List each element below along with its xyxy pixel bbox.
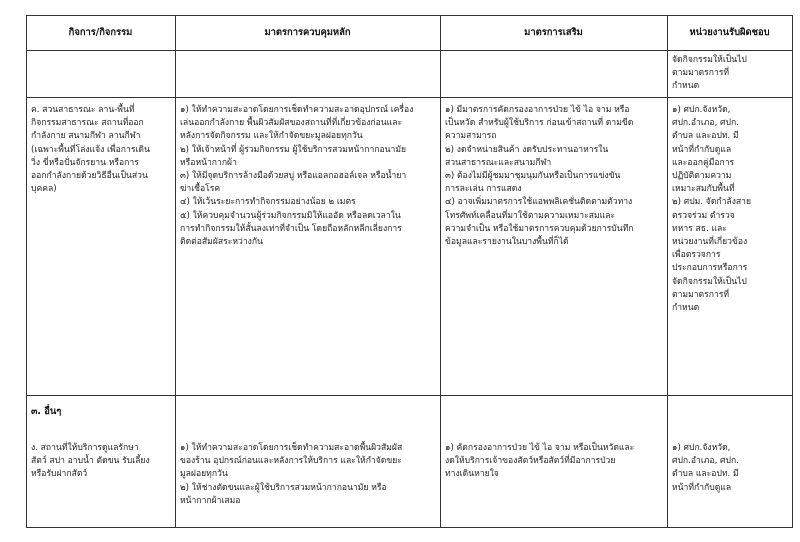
park-additional-measures-cell: ๑) มีมาตรการคัดกรองอาการป่วย ไข้ ไอ จาม หรือ เป็นหวัด สำหรับผู้ใช้บริการ ก่อนเข้าสถานที่ ตามขีด ความสามารถ ๒) งดจำหน่ายสินค้า งดรับประทานอาหารใน สวนสาธารณะและสนามกีฬา ๓) ต้องไม่มีผู้ชมมาชุมนุมกันหรือเป็นการแข่งขัน การละเล่น การแสดง ๔) อาจเพิ่มมาตรการใช้แอพพลิเคชั่นติดตามตัวทาง โทรศัพท์เคลื่อนที่มาใช้ตามความเหมาะสมและ ความจำเป็น หรือใช้มาตรการควบคุมด้วยการบันทึก ข้อมูลและรายงานในบางพื้นที่ก็ได้ bbox=[445, 105, 634, 248]
header-activity: กิจการ/กิจกรรม bbox=[68, 27, 133, 38]
header-main-measures: มาตรการควบคุมหลัก bbox=[264, 27, 351, 38]
pet-main-measures-cell: ๑) ให้ทำความสะอาดโดยการเช็ดทำความสะอาดพื้นผิวสัมผัส ของร้าน อุปกรณ์ก่อนและหลังการให้บริการ และให้กำจัดขยะ มูลฝอยทุกวัน ๒) ให้ช่างตัดขนและผู้ใช้บริการสวมหน้ากากอนามัย หรือ หน้ากากผ้าเสมอ bbox=[180, 443, 403, 506]
pet-additional-measures-cell: ๑) คัดกรองอาการป่วย ไข้ ไอ จาม หรือเป็นหวัดและ งดให้บริการเจ้าของสัตว์หรือสัตว์ที่มีอาการป่วย ทางเดินหายใจ bbox=[445, 443, 635, 480]
table-border-top bbox=[26, 15, 792, 16]
table-border-bottom bbox=[26, 527, 792, 528]
header-responsible-agency: หน่วยงานรับผิดชอบ bbox=[689, 27, 770, 38]
col-divider-1 bbox=[175, 15, 176, 528]
continued-agency-cell: จัดกิจกรรมให้เป็นไป ตามมาตรการที่ กำหนด bbox=[672, 55, 747, 92]
col-divider-2 bbox=[440, 15, 441, 528]
col-divider-3 bbox=[667, 15, 668, 528]
col-divider-0 bbox=[26, 15, 27, 528]
row-divider-2 bbox=[26, 395, 792, 396]
header-additional-measures: มาตรการเสริม bbox=[524, 27, 583, 38]
park-agency-cell: ๑) ศปก.จังหวัด, ศปก.อำเภอ, ศปก. ตำบล และอปท. มี หน้าที่กำกับดูแล และออกคู่มือการ ปฏิบัติตามความ เหมาะสมกับพื้นที่ ๒) ศปม. จัดกำลังสาย ตรวจร่วม ตำรวจ ทหาร สธ. และ หน่วยงานที่เกี่ยวข้อง เพื่อตรวจการ ประกอบการหรือการ จัดกิจกรรมให้เป็นไป ตามมาตรการที่ กำหนด bbox=[672, 105, 752, 314]
header-divider bbox=[26, 50, 792, 51]
park-activity-cell: ค. สวนสาธารณะ ลาน-พื้นที่ กิจกรรมสาธารณะ สถานที่ออก กำลังกาย สนามกีฬา ลานกีฬา (เฉพาะพื้นที่โล่งแจ้ง เพื่อการเดิน วิ่ง ขี่หรือปั่นจักรยาน หรือการ ออกกำลังกายด้วยวิธีอื่นเป็นส่วน บุคคล) bbox=[31, 105, 150, 195]
park-main-measures-cell: ๑) ให้ทำความสะอาดโดยการเช็ดทำความสะอาดอุปกรณ์ เครื่อง เล่นออกกำลังกาย พื้นผิวสัมผัสของสถานที่ที่เกี่ยวข้องก่อนและ หลังการจัดกิจกรรม และให้กำจัดขยะมูลฝอยทุกวัน ๒) ให้เจ้าหน้าที่ ผู้ร่วมกิจกรรม ผู้ใช้บริการสวมหน้ากากอนามัย หรือหน้ากากผ้า ๓) ให้มีจุดบริการล้างมือด้วยสบู่ หรือแอลกอฮอล์เจล หรือน้ำยา ฆ่าเชื้อโรค ๔) ให้เว้นระยะการทำกิจกรรมอย่างน้อย ๒ เมตร ๕) ให้ควบคุมจำนวนผู้ร่วมกิจกรรมมิให้แออัด หรือลดเวลาใน การทำกิจกรรมให้สั้นลงเท่าที่จำเป็น โดยถือหลักหลีกเลี่ยงการ ติดต่อสัมผัสระหว่างกัน bbox=[180, 105, 414, 248]
pet-agency-cell: ๑) ศปก.จังหวัด, ศปก.อำเภอ, ศปก. ตำบล และอปท. มี หน้าที่กำกับดูแล bbox=[672, 443, 739, 493]
row-divider-1 bbox=[26, 97, 792, 98]
col-divider-4 bbox=[792, 15, 793, 528]
pet-activity-cell: ง. สถานที่ให้บริการดูแลรักษา สัตว์ สปา อาบน้ำ ตัดขน รับเลี้ยง หรือรับฝากสัตว์ bbox=[31, 443, 150, 480]
section-other-title: ๓. อื่นๆ bbox=[31, 406, 62, 417]
